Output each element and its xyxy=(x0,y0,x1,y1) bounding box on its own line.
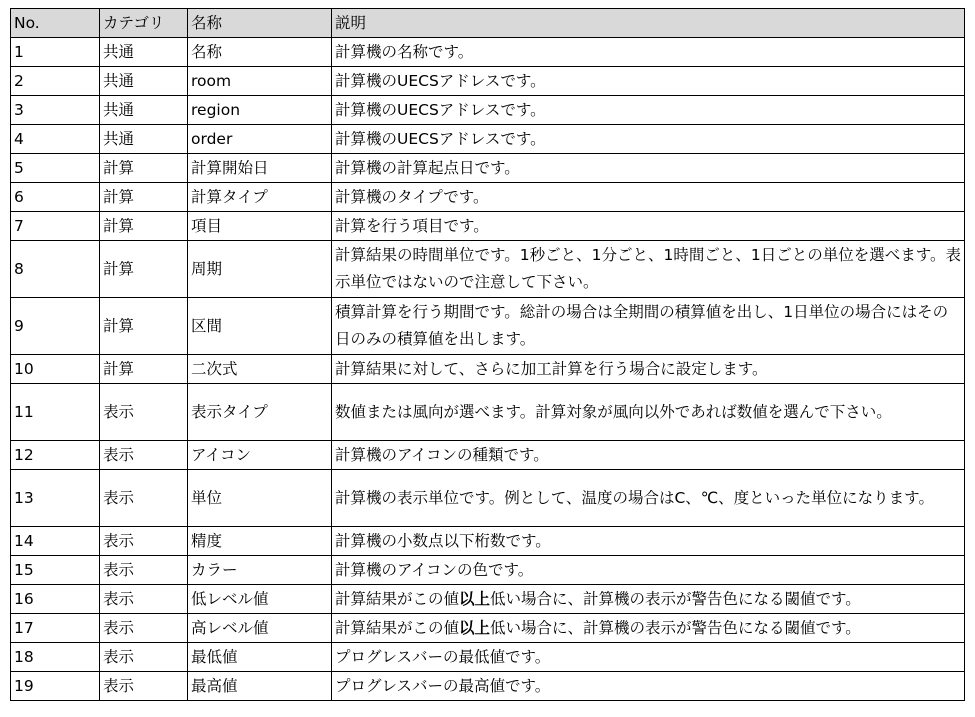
cell-category: 表示 xyxy=(100,643,188,672)
cell-category: 計算 xyxy=(100,298,188,355)
table-row xyxy=(11,643,965,672)
cell-description: 計算機の計算起点日です。 xyxy=(332,154,965,183)
cell-no: 6 xyxy=(11,183,100,212)
cell-name: 名称 xyxy=(188,38,332,67)
cell-description: プログレスバーの最高値です。 xyxy=(332,672,965,701)
cell-category: 共通 xyxy=(100,38,188,67)
table-row xyxy=(11,212,965,241)
cell-no: 2 xyxy=(11,67,100,96)
cell-name: 最低値 xyxy=(188,643,332,672)
cell-no: 7 xyxy=(11,212,100,241)
cell-description: 計算機のアイコンの色です。 xyxy=(332,556,965,585)
table-row xyxy=(11,241,965,298)
cell-category: 表示 xyxy=(100,470,188,527)
cell-name: カラー xyxy=(188,556,332,585)
table-row xyxy=(11,154,965,183)
table-header-row xyxy=(11,9,965,38)
cell-category: 計算 xyxy=(100,355,188,384)
cell-no: 19 xyxy=(11,672,100,701)
table-row xyxy=(11,125,965,154)
cell-name: 最高値 xyxy=(188,672,332,701)
description-emphasis: 以上 xyxy=(459,589,491,608)
cell-name: アイコン xyxy=(188,441,332,470)
cell-category: 表示 xyxy=(100,441,188,470)
description-text: 計算結果がこの値 xyxy=(335,618,460,637)
header-description: 説明 xyxy=(332,9,965,38)
table-row xyxy=(11,470,965,527)
cell-no: 16 xyxy=(11,585,100,614)
cell-name: 低レベル値 xyxy=(188,585,332,614)
cell-no: 15 xyxy=(11,556,100,585)
cell-no: 12 xyxy=(11,441,100,470)
description-text: 低い場合に、計算機の表示が警告色になる閾値です。 xyxy=(490,618,861,637)
cell-category: 共通 xyxy=(100,67,188,96)
table-row xyxy=(11,614,965,643)
cell-name: 単位 xyxy=(188,470,332,527)
table-row xyxy=(11,38,965,67)
table-row xyxy=(11,298,965,355)
cell-no: 11 xyxy=(11,384,100,441)
table-row xyxy=(11,527,965,556)
cell-category: 共通 xyxy=(100,125,188,154)
cell-description: 計算結果に対して、さらに加工計算を行う場合に設定します。 xyxy=(332,355,965,384)
cell-description: 数値または風向が選べます。計算対象が風向以外であれば数値を選んで下さい。 xyxy=(332,384,965,441)
description-emphasis: 以上 xyxy=(459,618,491,637)
cell-no: 4 xyxy=(11,125,100,154)
cell-name: 区間 xyxy=(188,298,332,355)
table-row xyxy=(11,441,965,470)
description-text: 計算結果がこの値 xyxy=(335,589,460,608)
cell-name: 二次式 xyxy=(188,355,332,384)
cell-category: 計算 xyxy=(100,212,188,241)
cell-category: 表示 xyxy=(100,384,188,441)
cell-description: 計算機の名称です。 xyxy=(332,38,965,67)
table-body xyxy=(11,38,965,701)
cell-description: 計算機のタイプです。 xyxy=(332,183,965,212)
cell-no: 9 xyxy=(11,298,100,355)
cell-description: 積算計算を行う期間です。総計の場合は全期間の積算値を出し、1日単位の場合にはその日のみの積算値を出します。 xyxy=(332,298,965,355)
cell-no: 14 xyxy=(11,527,100,556)
cell-category: 共通 xyxy=(100,96,188,125)
cell-no: 1 xyxy=(11,38,100,67)
cell-category: 表示 xyxy=(100,585,188,614)
table-row xyxy=(11,96,965,125)
table-row xyxy=(11,355,965,384)
header-name: 名称 xyxy=(188,9,332,38)
cell-description: 計算機のUECSアドレスです。 xyxy=(332,125,965,154)
cell-category: 表示 xyxy=(100,614,188,643)
cell-description xyxy=(332,585,965,614)
cell-category: 計算 xyxy=(100,154,188,183)
cell-no: 13 xyxy=(11,470,100,527)
header-category: カテゴリ xyxy=(100,9,188,38)
cell-name: room xyxy=(188,67,332,96)
cell-no: 3 xyxy=(11,96,100,125)
cell-name: 計算タイプ xyxy=(188,183,332,212)
table-row xyxy=(11,183,965,212)
cell-category: 表示 xyxy=(100,527,188,556)
cell-no: 17 xyxy=(11,614,100,643)
cell-no: 18 xyxy=(11,643,100,672)
cell-description: 計算を行う項目です。 xyxy=(332,212,965,241)
cell-no: 5 xyxy=(11,154,100,183)
cell-name: region xyxy=(188,96,332,125)
table-row xyxy=(11,556,965,585)
header-no: No. xyxy=(11,9,100,38)
cell-description: 計算機のUECSアドレスです。 xyxy=(332,67,965,96)
cell-name: 精度 xyxy=(188,527,332,556)
cell-category: 表示 xyxy=(100,556,188,585)
cell-description: 計算機のUECSアドレスです。 xyxy=(332,96,965,125)
table-row xyxy=(11,67,965,96)
cell-category: 計算 xyxy=(100,241,188,298)
settings-table xyxy=(10,8,965,701)
cell-name: 表示タイプ xyxy=(188,384,332,441)
cell-name: 計算開始日 xyxy=(188,154,332,183)
description-text: 低い場合に、計算機の表示が警告色になる閾値です。 xyxy=(490,589,861,608)
cell-no: 10 xyxy=(11,355,100,384)
cell-name: 高レベル値 xyxy=(188,614,332,643)
cell-description: 計算機のアイコンの種類です。 xyxy=(332,441,965,470)
cell-description: プログレスバーの最低値です。 xyxy=(332,643,965,672)
cell-description: 計算機の小数点以下桁数です。 xyxy=(332,527,965,556)
table-row xyxy=(11,585,965,614)
cell-description: 計算結果の時間単位です。1秒ごと、1分ごと、1時間ごと、1日ごとの単位を選べます。表示単位ではないので注意して下さい。 xyxy=(332,241,965,298)
table-row xyxy=(11,384,965,441)
cell-description xyxy=(332,614,965,643)
cell-description: 計算機の表示単位です。例として、温度の場合はC、℃、度といった単位になります。 xyxy=(332,470,965,527)
cell-name: order xyxy=(188,125,332,154)
cell-no: 8 xyxy=(11,241,100,298)
cell-name: 項目 xyxy=(188,212,332,241)
table-row xyxy=(11,672,965,701)
cell-name: 周期 xyxy=(188,241,332,298)
cell-category: 計算 xyxy=(100,183,188,212)
cell-category: 表示 xyxy=(100,672,188,701)
